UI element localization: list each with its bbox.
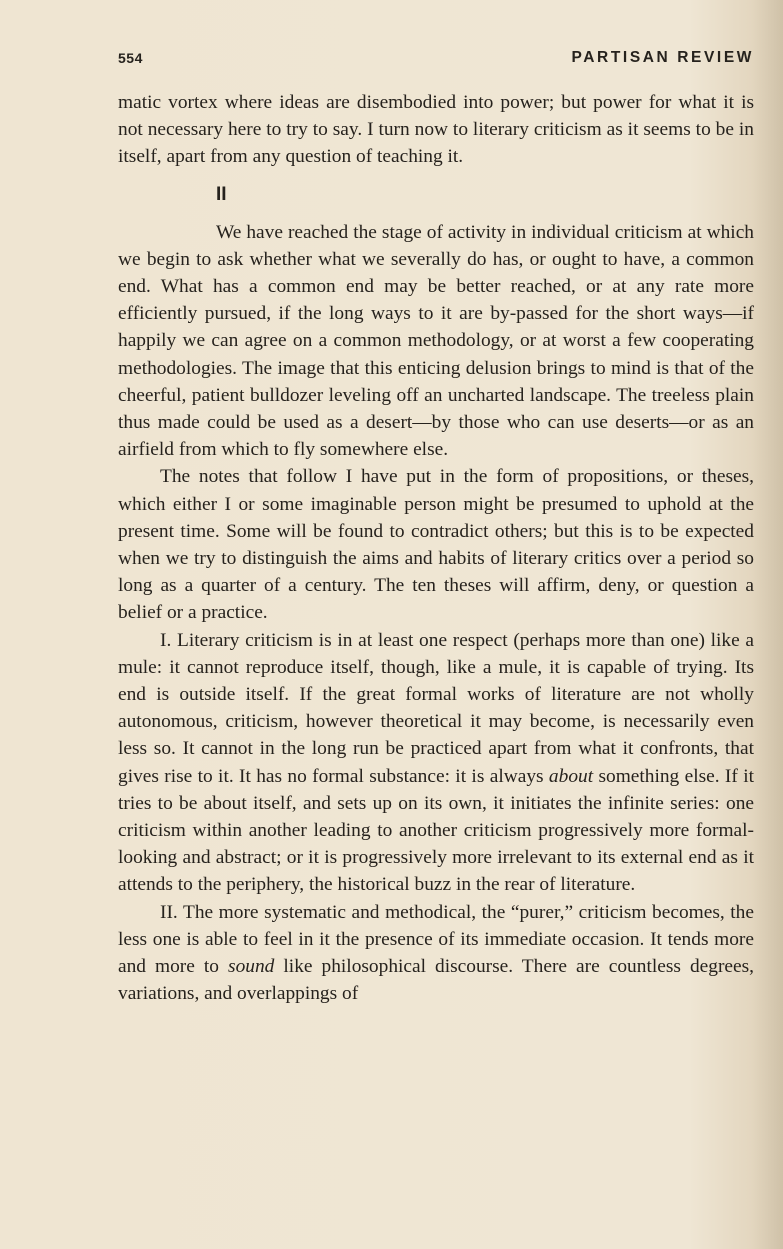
paragraph-continued: matic vortex where ideas are disembodied into power; but power for what it is not necessary here to try to say. I turn now to literary criticism as it seems to be in itself, apart from any question of teaching it. bbox=[118, 92, 754, 168]
running-head: PARTISAN REVIEW bbox=[571, 49, 754, 66]
thesis-one-text-a: I. Literary criticism is in at least one respect (perhaps more than one) like a mule: it cannot reproduce itself, though, like a mule, it is capable of trying. Its end is outside itself. If the great formal works of literature are not wholly autonomous, criticism, however theoretical it may become, is necessarily even less so. It cannot in the long run be practiced apart from what it confronts, that gives rise to it. It has no formal substance: it is always bbox=[118, 629, 754, 787]
paragraph-propositions-intro: The notes that follow I have put in the form of propositions, or theses, which either I or some imaginable person might be presumed to uphold at the present time. Some will be found to contradict others; but this is to be expected when we try to distinguish the aims and habits of literary critics over a period so long as a quarter of a century. The ten theses will affirm, deny, or question a belief or a practice. bbox=[118, 466, 754, 624]
paragraph-section-opening: We have reached the stage of activity in individual criticism at which we begin to ask whether what we severally do has, or ought to have, a common end. What has a common end may be better reached, or at any rate more efficiently pursued, if the long ways to it are by-passed for the short ways—if happily we can agree on a common methodology, or at worst a few cooperating methodologies. The image that this enticing delusion brings to mind is that of the cheerful, patient bulldozer leveling off an uncharted landscape. The treeless plain thus made could be used as a desert—by those who can use deserts—or as an airfield from which to fly somewhere else. bbox=[118, 221, 754, 461]
thesis-one-text-b: something else. If it tries to be about itself, and sets up on its own, it initiates the infinite series: one criticism within another leading to another criticism progressively more formal-looking and abstract; or it is progressively more irrelevant to its external end as it attends to the periphery, the historical buzz in the rear of literature. bbox=[118, 765, 754, 896]
thesis-two-text-b: like philosophical discourse. There are countless degrees, variations, and overlappings of bbox=[118, 956, 755, 1005]
body-text bbox=[118, 89, 754, 1008]
page-header bbox=[118, 50, 754, 74]
paragraph-thesis-two bbox=[118, 899, 754, 1008]
thesis-one-emphasis: about bbox=[548, 765, 594, 787]
paragraph-thesis-one bbox=[118, 627, 754, 899]
section-marker: II bbox=[216, 183, 227, 205]
page-number: 554 bbox=[118, 50, 143, 66]
thesis-two-text-a: II. The more systematic and methodical, the “purer,” criticism becomes, the less one is able to feel in it the presence of its immediate occasion. It tends more and more to bbox=[118, 901, 754, 978]
thesis-two-emphasis: sound bbox=[228, 956, 275, 978]
